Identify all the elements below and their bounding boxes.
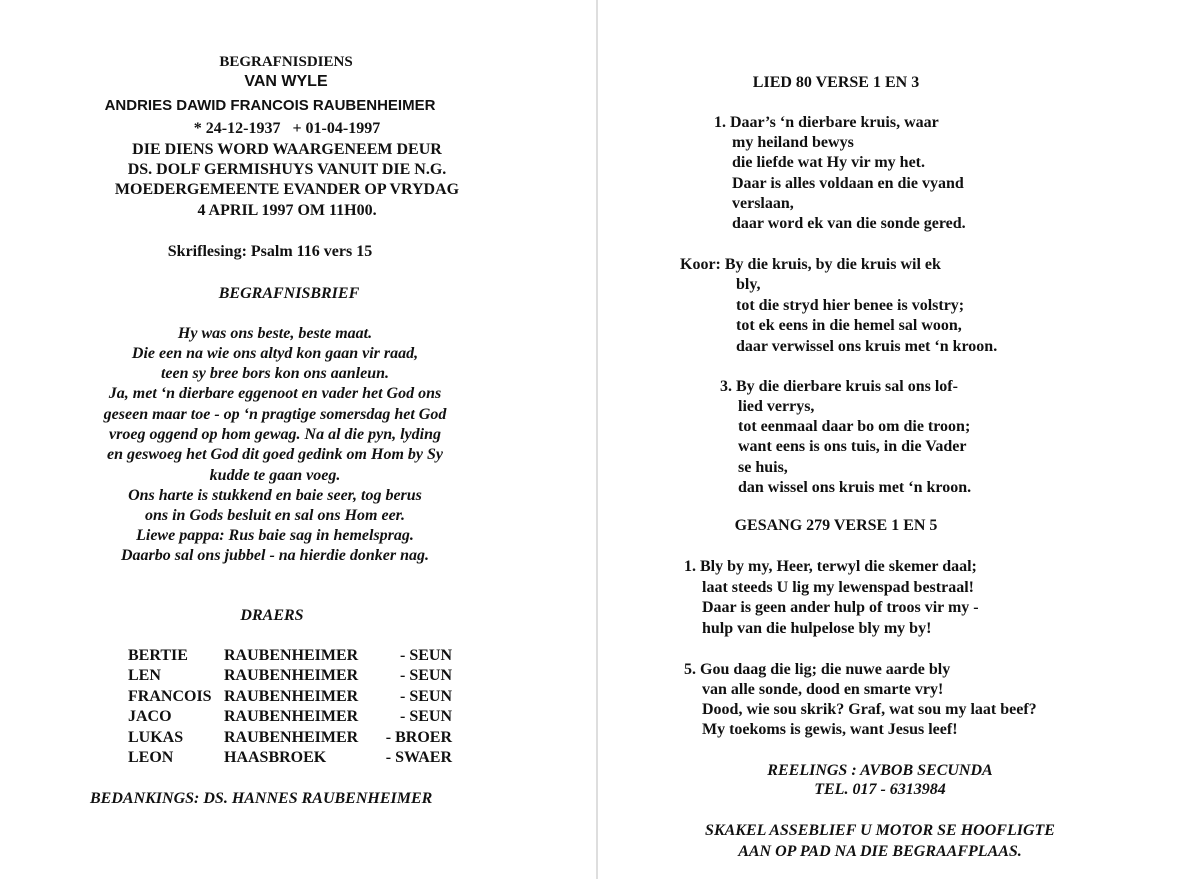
verse-line: My toekoms is gewis, want Jesus leef! [702, 721, 958, 738]
letter-line: kudde te gaan voeg. [209, 467, 341, 484]
verse-line: Daar is geen ander hulp of troos vir my - [702, 599, 979, 616]
bearer-relation: - SEUN [399, 687, 452, 705]
verse-line: se huis, [738, 459, 788, 476]
table-row [128, 666, 452, 686]
hymn2-title: GESANG 279 VERSE 1 EN 5 [734, 517, 938, 534]
bearer-first-name: LEN [128, 667, 161, 685]
verse-line: 3. By die dierbare kruis sal ons lof- [720, 378, 958, 395]
verse-line: Dood, wie sou skrik? Graf, wat sou my laat beef? [702, 701, 1037, 718]
deceased-name: ANDRIES DAWID FRANCOIS RAUBENHEIMER [104, 97, 436, 114]
bearers-title: DRAERS [240, 607, 304, 624]
page-fold [596, 0, 598, 879]
verse-line: want eens is ons tuis, in die Vader [738, 438, 967, 455]
letter-line: vroeg oggend op hom gewag. Na al die pyn, lyding [109, 426, 441, 443]
letter-line: en geswoeg het God dit goed gedink om Hom by Sy [107, 446, 443, 463]
undertaker-phone: TEL. 017 - 6313984 [814, 781, 946, 798]
letter-line: geseen maar toe - op ‘n pragtige somersdag het God [103, 406, 447, 423]
bearers-table [128, 646, 452, 768]
service-heading: BEGRAFNISDIENS [219, 54, 353, 70]
bearer-relation: - SEUN [399, 667, 452, 685]
bearer-relation: - SEUN [399, 647, 452, 664]
table-row [128, 646, 452, 666]
thanks-line: BEDANKINGS: DS. HANNES RAUBENHEIMER [90, 790, 433, 807]
chorus-line: bly, [736, 276, 761, 293]
bearer-first-name: BERTIE [128, 647, 188, 664]
chorus-line: daar verwissel ons kruis met ‘n kroon. [736, 338, 998, 355]
undertaker-line: REELINGS : AVBOB SECUNDA [767, 762, 993, 779]
letter-line: Daarbo sal ons jubbel - na hierdie donker nag. [120, 547, 430, 564]
headlights-notice: SKAKEL ASSEBLIEF U MOTOR SE HOOFLIGTE [705, 822, 1055, 839]
verse-line: dan wissel ons kruis met ‘n kroon. [738, 479, 972, 496]
chorus-line: Koor: By die kruis, by die kruis wil ek [680, 256, 941, 273]
verse-line: 1. Daar’s ‘n dierbare kruis, waar [714, 114, 939, 131]
chorus-line: tot ek eens in die hemel sal woon, [736, 317, 962, 334]
letter-line: Liewe pappa: Rus baie sag in hemelsprag. [136, 527, 414, 544]
bearer-surname: RAUBENHEIMER [224, 687, 359, 705]
hymn1-title: LIED 80 VERSE 1 EN 3 [752, 74, 920, 91]
bearer-surname: RAUBENHEIMER [224, 667, 359, 685]
chorus-line: tot die stryd hier benee is volstry; [736, 297, 965, 314]
letter-line: ons in Gods besluit en sal ons Hom eer. [144, 507, 406, 524]
letter-line: Ons harte is stukkend en baie seer, tog berus [128, 487, 422, 504]
verse-line: hulp van die hulpelose bly my by! [702, 620, 932, 637]
table-row [128, 687, 452, 707]
verse-line: van alle sonde, dood en smarte vry! [702, 681, 944, 698]
van-wyle: VAN WYLE [244, 73, 328, 90]
letter-line: Ja, met ‘n dierbare eggenoot en vader het God ons [108, 385, 442, 402]
life-dates: * 24-12-1937 + 01-04-1997 [193, 120, 381, 137]
service-line: DIE DIENS WORD WAARGENEEM DEUR [132, 141, 442, 158]
verse-line: verslaan, [732, 195, 794, 212]
bearer-surname: RAUBENHEIMER [224, 708, 359, 726]
verse-line: 5. Gou daag die lig; die nuwe aarde bly [684, 661, 951, 678]
service-line: DS. DOLF GERMISHUYS VANUIT DIE N.G. [127, 161, 447, 178]
bearer-first-name: LEON [128, 749, 174, 767]
bearer-first-name: JACO [128, 708, 172, 726]
letter-line: Hy was ons beste, beste maat. [177, 325, 373, 342]
letter-line: teen sy bree bors kon ons aanleun. [160, 365, 390, 382]
bearer-first-name: FRANCOIS [128, 687, 212, 705]
verse-line: lied verrys, [738, 398, 815, 415]
verse-line: 1. Bly by my, Heer, terwyl die skemer daal; [684, 558, 977, 575]
verse-line: laat steeds U lig my lewenspad bestraal! [702, 579, 974, 596]
verse-line: daar word ek van die sonde gered. [732, 215, 966, 232]
verse-line: my heiland bewys [732, 134, 854, 151]
table-row [128, 748, 452, 768]
letter-title: BEGRAFNISBRIEF [218, 285, 360, 302]
bearer-relation: - BROER [385, 728, 452, 746]
scripture-reading: Skriflesing: Psalm 116 vers 15 [167, 243, 373, 260]
verse-line: Daar is alles voldaan en die vyand [732, 175, 964, 192]
bearer-relation: - SWAER [385, 749, 452, 767]
verse-line: tot eenmaal daar bo om die troon; [738, 418, 971, 435]
bearer-relation: - SEUN [399, 708, 452, 726]
bearer-surname: RAUBENHEIMER [224, 647, 359, 664]
service-line: 4 APRIL 1997 OM 11H00. [197, 202, 377, 219]
table-row [128, 728, 452, 748]
headlights-notice: AAN OP PAD NA DIE BEGRAAFPLAAS. [738, 843, 1022, 860]
bearer-surname: RAUBENHEIMER [224, 728, 359, 746]
bearer-first-name: LUKAS [128, 728, 184, 746]
letter-line: Die een na wie ons altyd kon gaan vir raad, [131, 345, 419, 362]
bearer-surname: HAASBROEK [224, 749, 327, 767]
table-row [128, 707, 452, 727]
verse-line: die liefde wat Hy vir my het. [732, 154, 926, 171]
service-line: MOEDERGEMEENTE EVANDER OP VRYDAG [114, 181, 460, 198]
